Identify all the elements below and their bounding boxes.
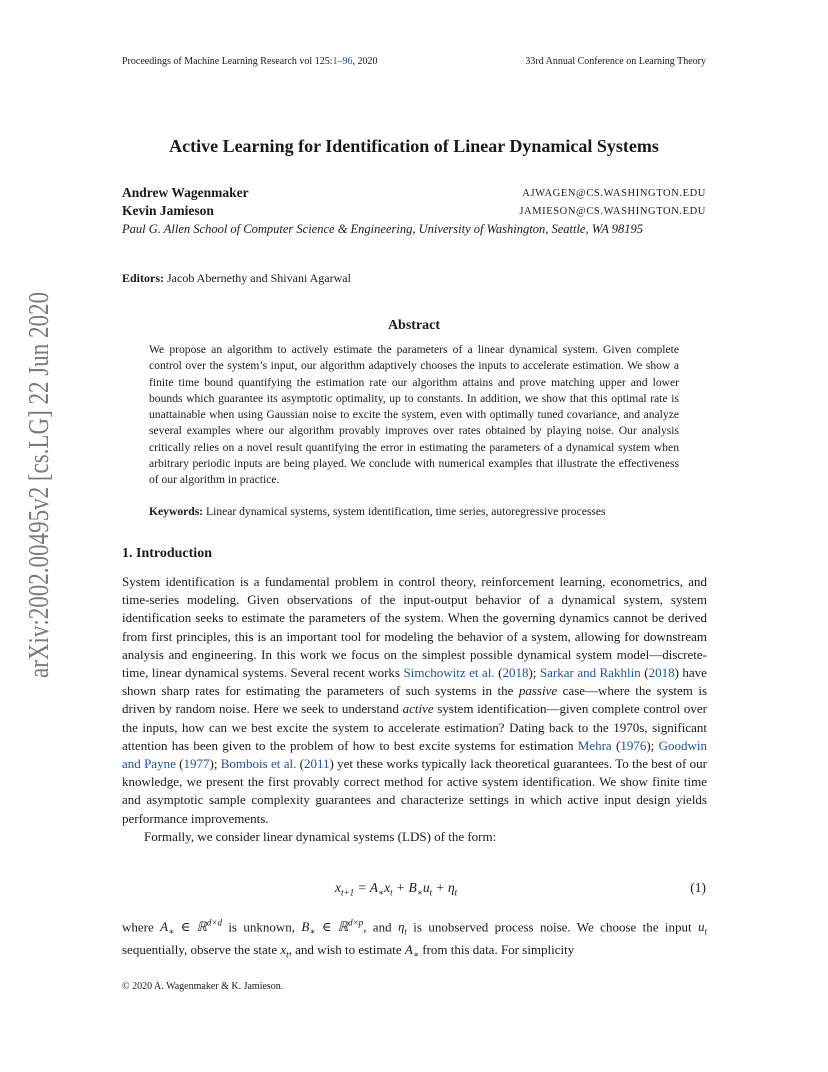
body-text: from this data. For simplicity bbox=[419, 942, 575, 958]
citation-year-link[interactable]: 2018 bbox=[648, 665, 675, 681]
arxiv-stamp-text: arXiv:2002.00495v2 [cs.LG] 22 Jun 2020 bbox=[24, 290, 55, 678]
body-text: case—where the system is driven by random noise. Here we seek to understand bbox=[122, 683, 708, 717]
arxiv-stamp bbox=[12, 290, 60, 680]
citation-link[interactable]: Sarkar and Rakhlin bbox=[539, 665, 641, 681]
body-text: ; bbox=[532, 665, 540, 681]
abstract-text: We propose an algorithm to actively estimate the parameters of a linear dynamical system. Given complete control over the system’s input, our algorithm adaptively chooses the inputs to accelerate estimation. We show a finite time bound quantifying the estimation rate our algorithm attains and prove matching upper and lower bounds which guarantee its asymptotic optimality, up to constants. In addition, we show that this optimal rate is unattainable when using Gaussian noise to excite the system, even with optimally tuned covariance, and analyze several examples where our algorithm provably improves over rates obtained by playing noise. Our analysis critically relies on a novel result quantifying the error in estimating the parameters of a dynamical system when arbitrary periodic inputs are being played. We conclude with numerical examples that illustrate the effectiveness of our algorithm in practice. bbox=[149, 343, 679, 487]
editors-line bbox=[122, 271, 351, 286]
equation-number: (1) bbox=[690, 880, 706, 895]
affiliation: Paul G. Allen School of Computer Science & Engineering, University of Washington, Seattle, WA 98195 bbox=[122, 222, 644, 236]
citation-link[interactable]: Simchowitz et al. bbox=[403, 665, 495, 681]
citation-year-link[interactable]: 1976 bbox=[620, 737, 647, 753]
author-name: Andrew Wagenmaker bbox=[122, 185, 249, 200]
emphasis: active bbox=[402, 701, 434, 717]
citation-year-link[interactable]: 2011 bbox=[303, 756, 330, 772]
equation-1 bbox=[0, 880, 828, 902]
citation-year-link[interactable]: 2018 bbox=[502, 665, 529, 681]
body-text: sequentially, observe the state bbox=[122, 942, 281, 958]
copyright-footer: © 2020 A. Wagenmaker & K. Jamieson. bbox=[122, 981, 284, 992]
intro-body bbox=[122, 573, 707, 846]
intro-continued bbox=[122, 914, 707, 964]
header-year: , 2020 bbox=[352, 56, 378, 67]
math-inline: $B_∗$ ∈ ℝ$^{d\times p}$ bbox=[301, 918, 364, 937]
intro-paragraph: System identification is a fundamental problem in control theory, reinforcement learning, econometrics, and time-series modeling. Given observations of the input-output behavior of a dynamical system, system identification seeks to estimate the parameters of the system. When the governing dynamics cannot be derived from first principles, this is an important tool for modeling the behavior of a system, allowing for downstream analysis and engineering. In this work we focus on the simplest possible dynamical system model—discrete-time, linear dynamical systems. Several recent works Simchowitz et al. (2018); Sarkar and Rakhlin (2018) have shown sharp rates for estimating the parameters of such systems in the passive case—where the system is driven by random noise. Here we seek to understand active system identification—given complete control over the inputs, how can we best excite the system to accelerate estimation? Dating back to the 1970s, significant attention has been given to the problem of how to best excite systems for estimation Mehra (1976); Goodwin and Payne (1977); Bombois et al. (2011) yet these works typically lack theoretical guarantees. To the best of our knowledge, we present the first provably correct method for active system identification. We show finite time and asymptotic sample complexity guarantees and characterize settings in which active input design yields performance improvements. bbox=[122, 574, 708, 826]
keywords-line bbox=[149, 505, 689, 518]
body-text: is unobserved process noise. We choose the input bbox=[406, 919, 698, 935]
body-text: ; bbox=[213, 756, 221, 772]
body-text: , and bbox=[363, 919, 398, 935]
citation-link[interactable]: Bombois et al. bbox=[220, 756, 297, 772]
header-venue: Proceedings of Machine Learning Research vol 125: bbox=[122, 56, 333, 67]
intro-paragraph-2: Formally, we consider linear dynamical systems (LDS) of the form: bbox=[144, 828, 497, 844]
keywords-list: Linear dynamical systems, system identification, time series, autoregressive processes bbox=[206, 505, 606, 518]
math-inline: $u_t$ bbox=[697, 919, 707, 937]
citation-link[interactable]: Mehra bbox=[577, 737, 612, 753]
paper-title: Active Learning for Identification of Linear Dynamical Systems bbox=[169, 136, 659, 156]
editors-label: Editors: bbox=[122, 271, 164, 285]
body-text: have shown sharp rates for estimating the parameters of such systems in the bbox=[122, 665, 707, 699]
math-inline: $A_∗$ bbox=[404, 942, 419, 960]
math-inline: $A_∗$ ∈ ℝ$^{d\times d}$ bbox=[160, 918, 222, 937]
header-pages-link[interactable]: 1–96 bbox=[332, 56, 353, 67]
body-text: where bbox=[122, 919, 161, 935]
body-text: System identification is a fundamental problem in control theory, reinforcement learning, econometrics, and time-series modeling. Given observations of the input-output behavior of a dynamical system, system identification seeks to estimate the parameters of the system. When the governing dynamics cannot be derived from first principles, this is an important tool for modeling the behavior of a system, allowing for downstream analysis and engineering. In this work we focus on the simplest possible dynamical system model—discrete-time, linear dynamical systems. Several recent works bbox=[122, 574, 707, 681]
author-email: AJWAGEN@CS.WASHINGTON.EDU bbox=[522, 188, 706, 199]
abstract-heading: Abstract bbox=[387, 318, 441, 333]
citation-link[interactable]: Goodwin and Payne bbox=[122, 737, 707, 772]
equation-body: $x_{t+1} = A_∗x_t + B_∗u_t + \eta_t$ bbox=[335, 880, 458, 898]
emphasis: passive bbox=[518, 683, 558, 699]
citation-year-link[interactable]: 1977 bbox=[183, 756, 210, 772]
section-heading: 1. Introduction bbox=[122, 546, 212, 561]
author-name: Kevin Jamieson bbox=[122, 203, 214, 218]
editors-names: Jacob Abernethy and Shivani Agarwal bbox=[167, 271, 351, 285]
body-text: ; bbox=[650, 737, 659, 753]
keywords-label: Keywords: bbox=[149, 505, 204, 518]
body-text: , and wish to estimate bbox=[288, 942, 405, 958]
body-text: system identification—given complete control over the inputs, how can we best excite the system to accelerate estimation? Dating back to the 1970s, significant attention has been given to the problem of how to best excite systems for estimation bbox=[122, 701, 707, 753]
math-inline: $\eta_t$ bbox=[397, 919, 407, 937]
math-inline: $x_t$ bbox=[280, 942, 289, 960]
body-text: yet these works typically lack theoretical guarantees. To the best of our knowledge, we present the first provably correct method for active system identification. We show finite time and asymptotic sample complexity guarantees and characterize settings in which active input design yields performance improvements. bbox=[122, 756, 707, 826]
body-text: is unknown, bbox=[221, 919, 302, 935]
running-header-right: 33rd Annual Conference on Learning Theory bbox=[525, 56, 706, 67]
running-header-left bbox=[122, 56, 378, 67]
author-email: JAMIESON@CS.WASHINGTON.EDU bbox=[519, 206, 706, 217]
